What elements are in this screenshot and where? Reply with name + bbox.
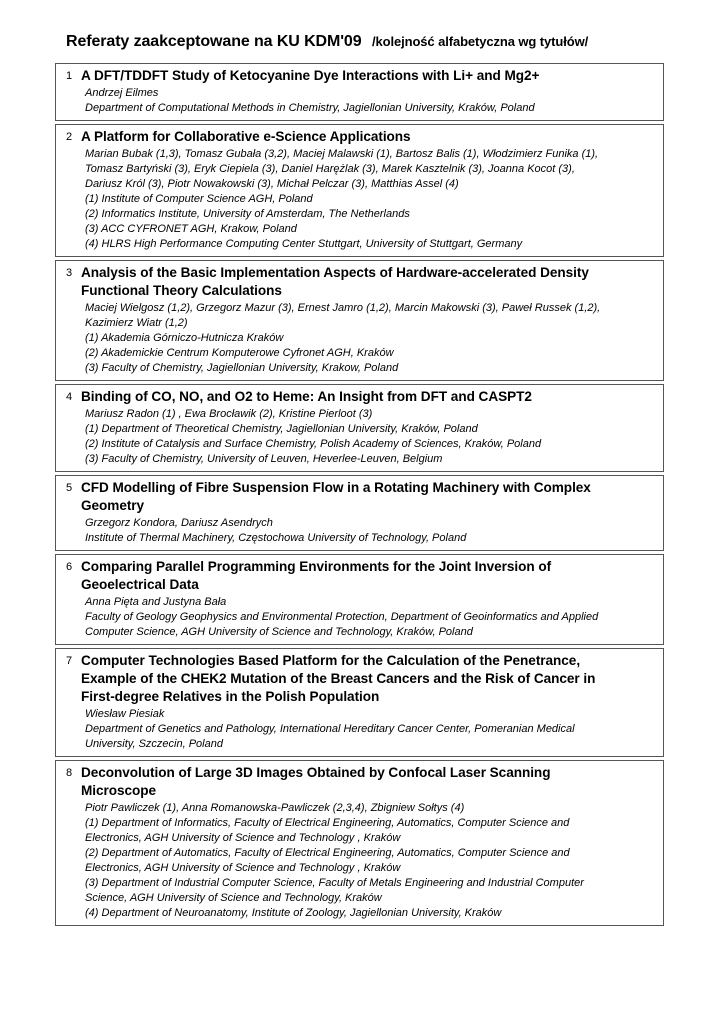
paper-entry xyxy=(55,648,664,757)
paper-title: Binding of CO, NO, and O2 to Heme: An Insight from DFT and CASPT2 xyxy=(81,389,532,404)
paper-affiliation: Institute of Thermal Machinery, Częstochowa University of Technology, Poland xyxy=(85,532,467,544)
paper-details xyxy=(85,707,655,752)
paper-affiliation: (2) Akademickie Centrum Komputerowe Cyfronet AGH, Kraków xyxy=(85,347,394,359)
paper-affiliation: Dariusz Król (3), Piotr Nowakowski (3), Michał Pelczar (3), Matthias Assel (4) xyxy=(85,178,459,190)
paper-entry xyxy=(55,124,664,257)
paper-authors: Maciej Wielgosz (1,2), Grzegorz Mazur (3), Ernest Jamro (1,2), Marcin Makowski (3), Paweł Russek (1,2), xyxy=(85,302,601,314)
paper-affiliation: University, Szczecin, Poland xyxy=(85,738,223,750)
paper-title: Analysis of the Basic Implementation Aspects of Hardware-accelerated Density xyxy=(81,265,589,280)
paper-details xyxy=(85,301,655,376)
paper-title: Example of the CHEK2 Mutation of the Breast Cancers and the Risk of Cancer in xyxy=(81,671,596,686)
paper-title: Geometry xyxy=(81,498,145,513)
paper-list xyxy=(55,63,664,929)
paper-affiliation: Electronics, AGH University of Science and Technology , Kraków xyxy=(85,832,401,844)
paper-affiliation: Faculty of Geology Geophysics and Environmental Protection, Department of Geoinformatics and Applied xyxy=(85,611,599,623)
paper-entry xyxy=(55,384,664,472)
paper-details xyxy=(85,595,655,640)
paper-details xyxy=(85,147,655,252)
paper-affiliation: (1) Institute of Computer Science AGH, Poland xyxy=(85,193,313,205)
paper-authors: Wiesław Piesiak xyxy=(85,708,165,720)
paper-affiliation: (2) Informatics Institute, University of Amsterdam, The Netherlands xyxy=(85,208,410,220)
paper-details xyxy=(85,86,655,116)
paper-number: 8 xyxy=(66,767,73,779)
paper-details xyxy=(85,407,655,467)
paper-entry xyxy=(55,63,664,121)
paper-affiliation: (4) HLRS High Performance Computing Center Stuttgart, University of Stuttgart, Germany xyxy=(85,238,523,250)
paper-title: A DFT/TDDFT Study of Ketocyanine Dye Interactions with Li+ and Mg2+ xyxy=(81,68,540,83)
page-subtitle: /kolejność alfabetyczna wg tytułów/ xyxy=(371,34,589,49)
page-title: Referaty zaakceptowane na KU KDM'09 xyxy=(66,33,362,50)
paper-number: 6 xyxy=(66,561,73,573)
paper-authors: Anna Pięta and Justyna Bała xyxy=(85,596,227,608)
paper-affiliation: (2) Institute of Catalysis and Surface Chemistry, Polish Academy of Sciences, Kraków, Poland xyxy=(85,438,542,450)
paper-affiliation: (2) Department of Automatics, Faculty of Electrical Engineering, Automatics, Computer Science and xyxy=(85,847,570,859)
paper-affiliation: Science, AGH University of Science and Technology, Kraków xyxy=(85,892,382,904)
paper-details xyxy=(85,516,655,546)
paper-title: A Platform for Collaborative e-Science Applications xyxy=(81,129,411,144)
paper-affiliation: (3) Faculty of Chemistry, Jagiellonian University, Krakow, Poland xyxy=(85,362,399,374)
paper-number: 1 xyxy=(66,70,73,82)
paper-affiliation: (3) Department of Industrial Computer Science, Faculty of Metals Engineering and Industrial Computer xyxy=(85,877,584,889)
paper-affiliation: (3) Faculty of Chemistry, University of Leuven, Heverlee-Leuven, Belgium xyxy=(85,453,443,465)
paper-affiliation: (4) Department of Neuroanatomy, Institute of Zoology, Jagiellonian University, Kraków xyxy=(85,907,502,919)
paper-authors: Mariusz Radon (1) , Ewa Brocławik (2), Kristine Pierloot (3) xyxy=(85,408,373,420)
paper-authors: Andrzej Eilmes xyxy=(85,87,159,99)
paper-title: First-degree Relatives in the Polish Population xyxy=(81,689,380,704)
paper-authors: Marian Bubak (1,3), Tomasz Gubała (3,2), Maciej Malawski (1), Bartosz Balis (1), Włodzimierz Funika (1), xyxy=(85,148,599,160)
paper-authors: Grzegorz Kondora, Dariusz Asendrych xyxy=(85,517,273,529)
paper-affiliation: (1) Department of Informatics, Faculty of Electrical Engineering, Automatics, Computer Science and xyxy=(85,817,570,829)
paper-title: Comparing Parallel Programming Environments for the Joint Inversion of xyxy=(81,559,552,574)
paper-number: 7 xyxy=(66,655,73,667)
paper-number: 4 xyxy=(66,391,73,403)
paper-affiliation: Computer Science, AGH University of Science and Technology, Kraków, Poland xyxy=(85,626,473,638)
paper-affiliation: Electronics, AGH University of Science and Technology , Kraków xyxy=(85,862,401,874)
paper-number: 5 xyxy=(66,482,73,494)
paper-number: 2 xyxy=(66,131,73,143)
paper-affiliation: Tomasz Bartyński (3), Eryk Ciepiela (3), Daniel Harężlak (3), Marek Kasztelnik (3), Joanna Kocot (3), xyxy=(85,163,575,175)
paper-entry xyxy=(55,475,664,551)
paper-title: Deconvolution of Large 3D Images Obtained by Confocal Laser Scanning xyxy=(81,765,551,780)
paper-title: Functional Theory Calculations xyxy=(81,283,282,298)
paper-affiliation: Kazimierz Wiatr (1,2) xyxy=(85,317,188,329)
paper-affiliation: (1) Department of Theoretical Chemistry, Jagiellonian University, Kraków, Poland xyxy=(85,423,478,435)
paper-title: Microscope xyxy=(81,783,157,798)
paper-title: Computer Technologies Based Platform for the Calculation of the Penetrance, xyxy=(81,653,581,668)
paper-details xyxy=(85,801,655,921)
paper-affiliation: Department of Computational Methods in Chemistry, Jagiellonian University, Kraków, Poland xyxy=(85,102,535,114)
paper-entry xyxy=(55,554,664,645)
paper-affiliation: (1) Akademia Górniczo-Hutnicza Kraków xyxy=(85,332,284,344)
paper-number: 3 xyxy=(66,267,73,279)
paper-entry xyxy=(55,260,664,381)
paper-title: CFD Modelling of Fibre Suspension Flow in a Rotating Machinery with Complex xyxy=(81,480,591,495)
paper-authors: Piotr Pawliczek (1), Anna Romanowska-Pawliczek (2,3,4), Zbigniew Sołtys (4) xyxy=(85,802,465,814)
paper-entry xyxy=(55,760,664,926)
page-header xyxy=(66,33,706,51)
paper-affiliation: Department of Genetics and Pathology, International Hereditary Cancer Center, Pomeranian Medical xyxy=(85,723,575,735)
paper-title: Geoelectrical Data xyxy=(81,577,199,592)
paper-affiliation: (3) ACC CYFRONET AGH, Krakow, Poland xyxy=(85,223,297,235)
